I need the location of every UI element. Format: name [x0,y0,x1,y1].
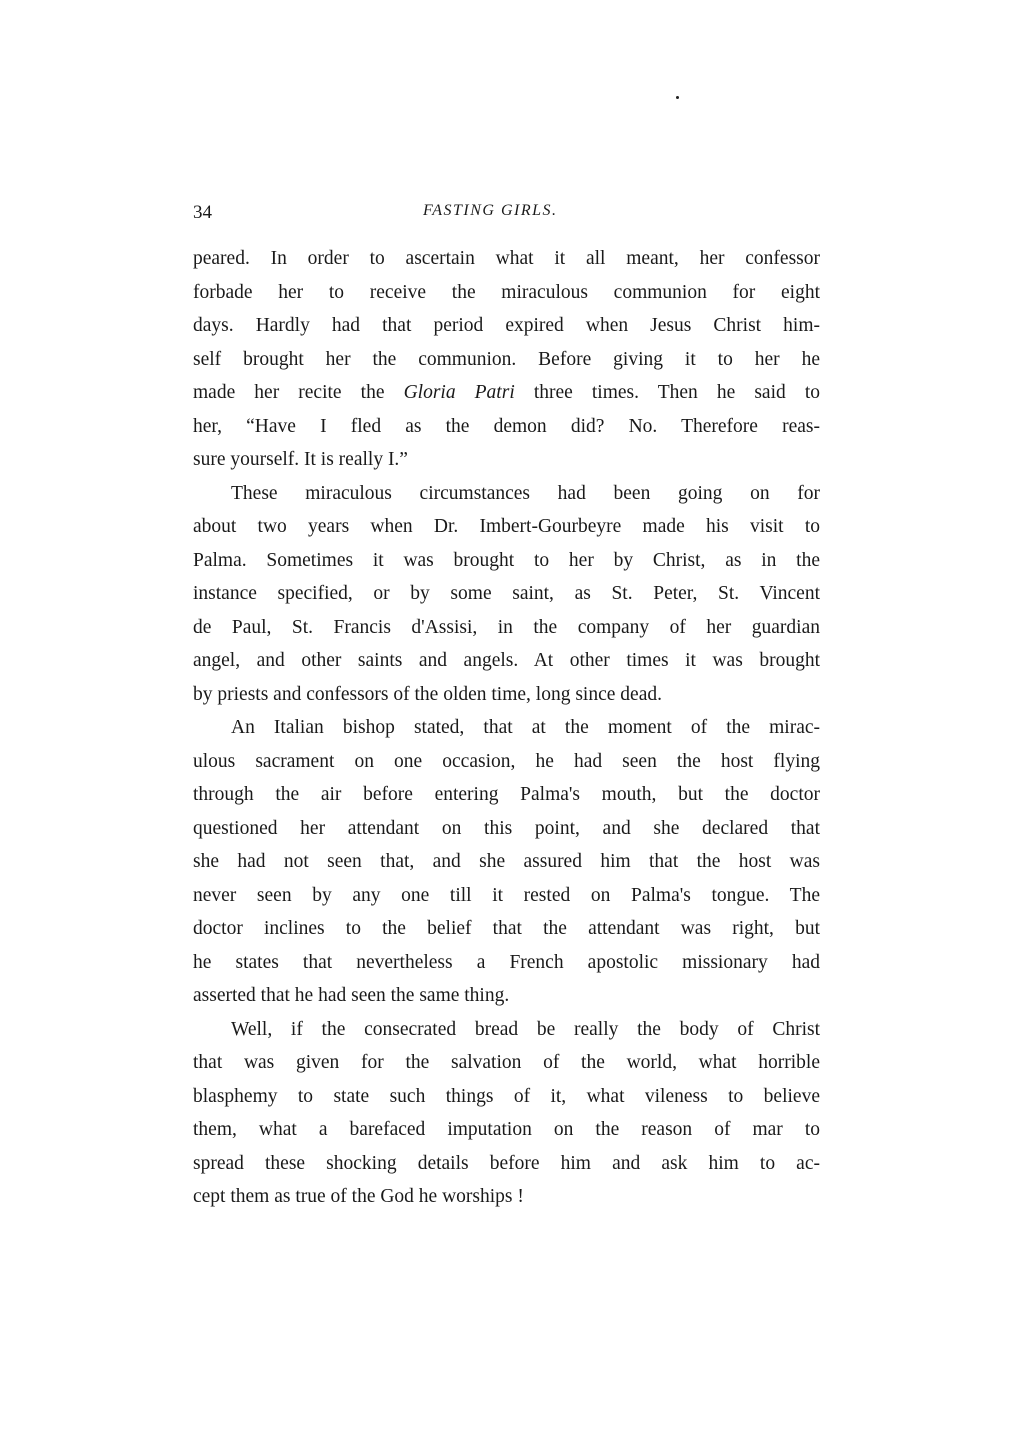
text-line: peared. In order to ascertain what it all meant, her confessor [193,248,820,269]
text-line: self brought her the communion. Before giving it to her he [193,348,820,370]
text-line: blasphemy to state such things of it, what vileness to believe [193,1085,820,1107]
text-line: days. Hardly had that period expired when Jesus Christ him- [193,315,820,336]
text-line: asserted that he had seen the same thing. [193,985,510,1006]
paragraph [193,1013,820,1214]
text-run: three times. Then he said to [514,382,820,403]
italic-title: Gloria Patri [403,382,515,403]
text-line: These miraculous circumstances had been going on for [231,482,820,504]
text-line: he states that nevertheless a French apostolic missionary had [193,951,820,973]
text-line: never seen by any one till it rested on Palma's tongue. The [193,884,820,906]
text-line: through the air before entering Palma's mouth, but the doctor [193,784,820,805]
text-line: de Paul, St. Francis d'Assisi, in the company of her guardian [193,616,820,638]
text-line: doctor inclines to the belief that the attendant was right, but [193,918,820,939]
body-text [193,242,820,1214]
text-line: Palma. Sometimes it was brought to her by Christ, as in the [193,549,820,571]
text-line: she had not seen that, and she assured him that the host was [193,851,820,872]
text-line: angel, and other saints and angels. At other times it was brought [193,650,820,671]
text-line: them, what a barefaced imputation on the reason of mar to [193,1119,820,1140]
text-line: An Italian bishop stated, that at the moment of the mirac- [231,717,820,738]
text-line: instance specified, or by some saint, as St. Peter, St. Vincent [193,583,820,604]
text-line: her, “Have I fled as the demon did? No. Therefore reas- [193,415,820,437]
running-head [193,200,818,226]
page-number: 34 [193,202,212,223]
paragraph [193,242,820,477]
text-line: spread these shocking details before him and ask him to ac- [193,1152,820,1174]
text-line: sure yourself. It is really I.” [193,449,408,470]
text-line: Well, if the consecrated bread be really the body of Christ [231,1018,820,1040]
text-line: ulous sacrament on one occasion, he had seen the host flying [193,750,820,772]
text-line: by priests and confessors of the olden time, long since dead. [193,683,662,705]
text-run: made her recite the [193,382,404,403]
paragraph [193,711,820,1013]
text-line [193,376,820,410]
text-line: cept them as true of the God he worships ! [193,1186,524,1207]
print-speck [676,96,679,99]
text-line: questioned her attendant on this point, and she declared that [193,817,820,839]
text-line: that was given for the salvation of the world, what horrible [193,1052,820,1073]
paragraph [193,477,820,712]
running-title: FASTING GIRLS. [423,202,558,219]
text-line: forbade her to receive the miraculous communion for eight [193,281,820,303]
text-line: about two years when Dr. Imbert-Gourbeyre made his visit to [193,516,820,537]
